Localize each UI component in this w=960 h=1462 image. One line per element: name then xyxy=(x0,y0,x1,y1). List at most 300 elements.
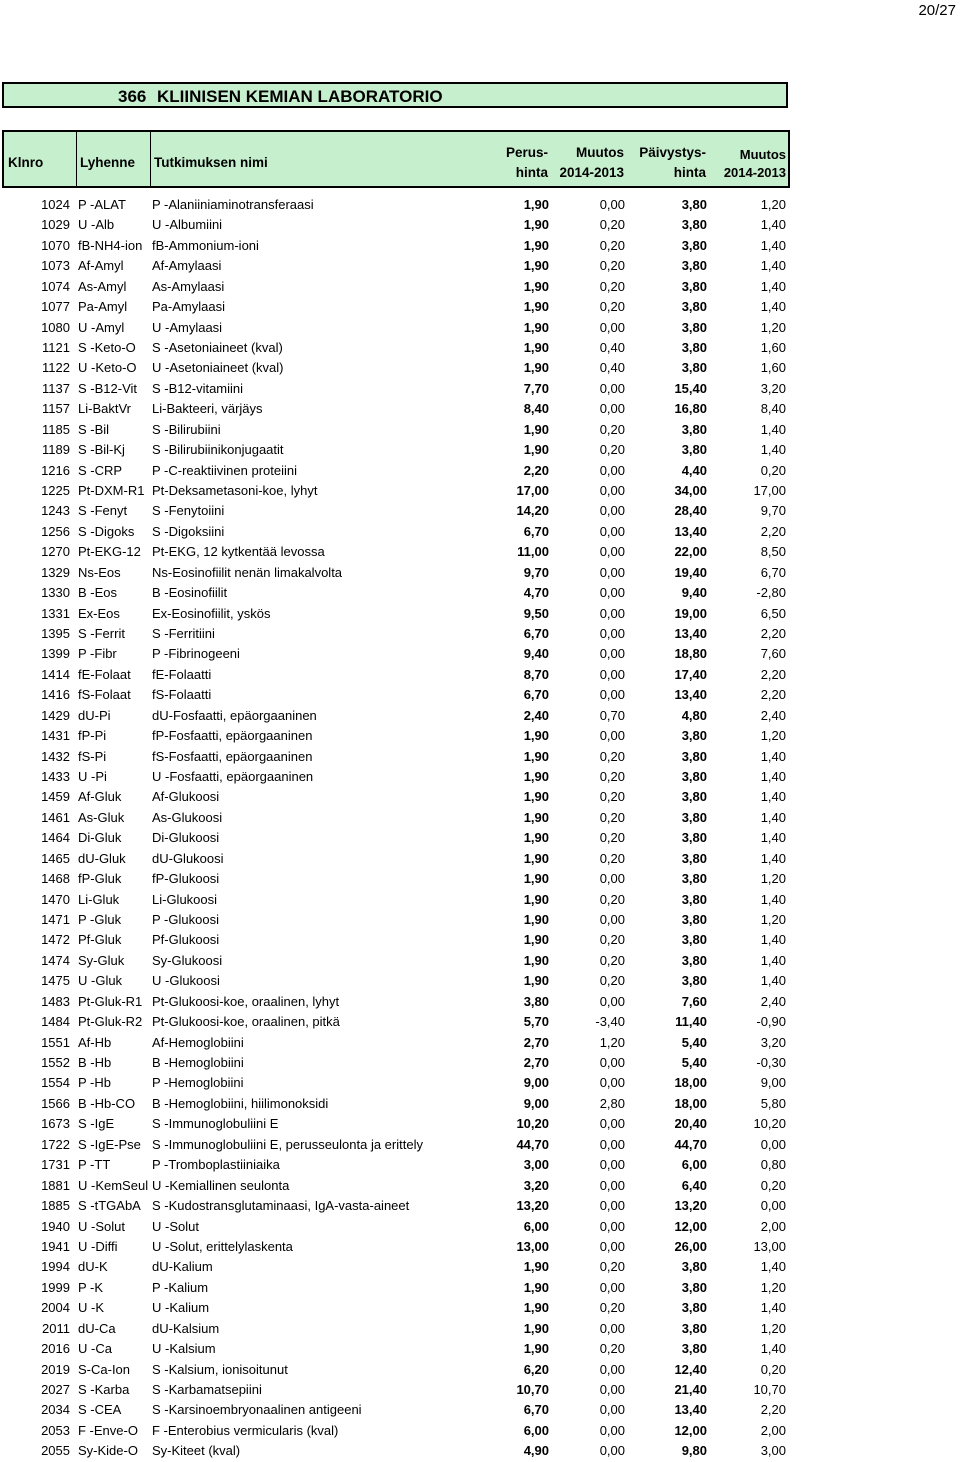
cell-klnro: 1472 xyxy=(41,932,70,948)
cell-paivystyshinta: 3,80 xyxy=(681,360,707,376)
cell-muutos: 2,80 xyxy=(599,1095,625,1111)
cell-paivystyshinta: 15,40 xyxy=(674,380,707,396)
cell-nimi: fB-Ammonium-ioni xyxy=(152,237,259,253)
cell-lyhenne: Sy-Kide-O xyxy=(78,1443,138,1459)
cell-nimi: Pt-Glukoosi-koe, oraalinen, pitkä xyxy=(152,1014,340,1030)
cell-paivystyshinta: 12,00 xyxy=(674,1218,707,1234)
cell-muutos: 0,20 xyxy=(599,1341,625,1357)
table-row xyxy=(0,521,960,541)
table-row xyxy=(0,357,960,377)
cell-muutos: 0,20 xyxy=(599,217,625,233)
cell-nimi: P -Hemoglobiini xyxy=(152,1075,244,1091)
cell-lyhenne: S -Karba xyxy=(78,1381,130,1397)
cell-nimi: As-Amylaasi xyxy=(152,278,225,294)
cell-muutos-paivystys: 1,40 xyxy=(760,850,786,866)
table-row xyxy=(0,337,960,357)
table-row xyxy=(0,378,960,398)
cell-lyhenne: Sy-Gluk xyxy=(78,952,125,968)
cell-nimi: Af-Amylaasi xyxy=(152,258,222,274)
cell-lyhenne: S -CRP xyxy=(78,462,123,478)
table-row xyxy=(0,460,960,480)
cell-paivystyshinta: 3,80 xyxy=(681,217,707,233)
cell-muutos: 0,00 xyxy=(599,871,625,887)
table-row xyxy=(0,1256,960,1276)
cell-lyhenne: Pt-EKG-12 xyxy=(78,544,141,560)
cell-nimi: Ex-Eosinofiilit, yskös xyxy=(152,605,271,621)
cell-lyhenne: S -Bil-Kj xyxy=(78,442,125,458)
cell-perushinta: 2,70 xyxy=(523,1055,549,1071)
cell-klnro: 1459 xyxy=(41,789,70,805)
cell-lyhenne: U -Ca xyxy=(78,1341,112,1357)
cell-perushinta: 10,20 xyxy=(516,1116,549,1132)
cell-muutos-paivystys: 1,40 xyxy=(760,278,786,294)
table-row xyxy=(0,970,960,990)
cell-paivystyshinta: 12,00 xyxy=(674,1422,707,1438)
cell-muutos: 0,00 xyxy=(599,585,625,601)
cell-muutos-paivystys: 1,40 xyxy=(760,258,786,274)
cell-nimi: P -Fibrinogeeni xyxy=(152,646,240,662)
cell-klnro: 1157 xyxy=(42,401,70,417)
cell-muutos: 0,00 xyxy=(599,1055,625,1071)
cell-klnro: 1722 xyxy=(41,1136,70,1152)
cell-nimi: Ns-Eosinofiilit nenän limakalvolta xyxy=(152,564,343,580)
cell-lyhenne: P -K xyxy=(78,1279,104,1295)
cell-perushinta: 1,90 xyxy=(523,319,549,335)
cell-lyhenne: As-Amyl xyxy=(78,278,127,294)
cell-nimi: S -Immunoglobuliini E, perusseulonta ja erittely xyxy=(152,1136,423,1152)
cell-muutos-paivystys: 1,40 xyxy=(760,769,786,785)
table-row xyxy=(0,950,960,970)
cell-muutos: 1,20 xyxy=(599,1034,625,1050)
cell-muutos: 0,00 xyxy=(599,1320,625,1336)
cell-klnro: 1554 xyxy=(41,1075,70,1091)
cell-muutos-paivystys: 6,70 xyxy=(760,564,786,580)
col-muutos1-line1: Muutos xyxy=(576,145,624,160)
table-row xyxy=(0,807,960,827)
table-row xyxy=(0,929,960,949)
cell-lyhenne: F -Enve-O xyxy=(78,1422,138,1438)
cell-muutos-paivystys: 0,00 xyxy=(760,1198,786,1214)
cell-paivystyshinta: 3,80 xyxy=(681,1300,707,1316)
cell-lyhenne: S-Ca-Ion xyxy=(78,1361,131,1377)
cell-perushinta: 1,90 xyxy=(523,1341,549,1357)
table-row xyxy=(0,827,960,847)
cell-lyhenne: B -Eos xyxy=(78,585,118,601)
cell-lyhenne: dU-Pi xyxy=(78,707,111,723)
cell-klnro: 1121 xyxy=(42,340,70,355)
cell-klnro: 1885 xyxy=(41,1198,70,1214)
cell-klnro: 1551 xyxy=(41,1034,70,1050)
cell-klnro: 2019 xyxy=(41,1361,70,1377)
cell-nimi: P -Tromboplastiiniaika xyxy=(152,1157,280,1173)
table-row xyxy=(0,194,960,214)
cell-klnro: 2016 xyxy=(41,1341,70,1357)
cell-lyhenne: dU-K xyxy=(78,1259,108,1275)
cell-paivystyshinta: 22,00 xyxy=(674,544,707,560)
cell-muutos: 0,20 xyxy=(599,973,625,989)
cell-muutos: 0,20 xyxy=(599,952,625,968)
table-row xyxy=(0,398,960,418)
cell-muutos: 0,00 xyxy=(599,380,625,396)
cell-muutos-paivystys: 1,20 xyxy=(760,728,786,744)
cell-paivystyshinta: 28,40 xyxy=(674,503,707,519)
cell-perushinta: 17,00 xyxy=(516,483,549,499)
cell-muutos-paivystys: 2,00 xyxy=(760,1422,786,1438)
table-row xyxy=(0,1011,960,1031)
cell-nimi: Pt-EKG, 12 kytkentää levossa xyxy=(152,544,325,560)
cell-lyhenne: S -Fenyt xyxy=(78,503,128,519)
cell-muutos-paivystys: 1,40 xyxy=(760,1341,786,1357)
cell-klnro: 1329 xyxy=(41,564,70,580)
cell-klnro: 1256 xyxy=(41,523,70,539)
cell-perushinta: 2,70 xyxy=(523,1034,549,1050)
cell-muutos: 0,00 xyxy=(599,728,625,744)
cell-lyhenne: U -KemSeul xyxy=(78,1177,149,1193)
cell-paivystyshinta: 3,80 xyxy=(681,830,707,846)
table-row xyxy=(0,296,960,316)
cell-muutos: 0,00 xyxy=(599,605,625,621)
cell-perushinta: 8,40 xyxy=(523,401,549,417)
cell-muutos: 0,20 xyxy=(599,278,625,294)
cell-muutos-paivystys: 5,80 xyxy=(760,1095,786,1111)
table-row xyxy=(0,848,960,868)
cell-perushinta: 1,90 xyxy=(523,197,549,212)
cell-muutos: 0,00 xyxy=(599,1422,625,1438)
cell-perushinta: 1,90 xyxy=(523,728,549,744)
col-paivystys-line1: Päivystys- xyxy=(639,145,706,160)
cell-perushinta: 14,20 xyxy=(516,503,549,519)
cell-perushinta: 1,90 xyxy=(523,360,549,376)
table-row xyxy=(0,1379,960,1399)
cell-lyhenne: Pt-DXM-R1 xyxy=(78,483,145,499)
cell-perushinta: 1,90 xyxy=(523,421,549,437)
cell-muutos-paivystys: 1,40 xyxy=(760,748,786,764)
cell-nimi: S -Bilirubiinikonjugaatit xyxy=(152,442,284,458)
cell-nimi: fP-Glukoosi xyxy=(152,871,220,887)
table-row xyxy=(0,419,960,439)
cell-lyhenne: Li-BaktVr xyxy=(78,401,131,417)
cell-muutos: 0,20 xyxy=(599,421,625,437)
cell-muutos: 0,00 xyxy=(599,544,625,560)
cell-muutos-paivystys: 1,40 xyxy=(760,1259,786,1275)
cell-lyhenne: fP-Gluk xyxy=(78,871,122,887)
cell-perushinta: 1,90 xyxy=(523,340,549,355)
table-header xyxy=(2,130,790,188)
col-perus-line2: hinta xyxy=(515,165,548,180)
cell-paivystyshinta: 13,20 xyxy=(674,1198,707,1214)
cell-paivystyshinta: 7,60 xyxy=(681,993,707,1009)
cell-muutos-paivystys: 1,20 xyxy=(760,319,786,335)
header-separator xyxy=(76,132,77,186)
cell-muutos: 0,00 xyxy=(599,319,625,335)
cell-nimi: S -Immunoglobuliini E xyxy=(152,1116,279,1132)
table-row xyxy=(0,439,960,459)
table-row xyxy=(0,1318,960,1338)
cell-perushinta: 1,90 xyxy=(523,891,549,907)
table-row xyxy=(0,1032,960,1052)
cell-perushinta: 4,70 xyxy=(523,585,549,601)
table-row xyxy=(0,500,960,520)
cell-klnro: 1999 xyxy=(41,1279,70,1295)
cell-klnro: 1673 xyxy=(41,1116,70,1132)
table-row xyxy=(0,1175,960,1195)
cell-muutos: 0,00 xyxy=(599,1198,625,1214)
cell-perushinta: 1,90 xyxy=(523,973,549,989)
cell-muutos: 0,00 xyxy=(599,1381,625,1397)
cell-muutos-paivystys: 3,20 xyxy=(760,380,786,396)
cell-paivystyshinta: 3,80 xyxy=(681,728,707,744)
cell-perushinta: 7,70 xyxy=(523,380,549,396)
cell-muutos-paivystys: 8,50 xyxy=(760,544,786,560)
cell-nimi: Li-Bakteeri, värjäys xyxy=(152,401,263,417)
table-row xyxy=(0,868,960,888)
cell-muutos-paivystys: 2,20 xyxy=(760,687,786,703)
cell-klnro: 1414 xyxy=(41,666,70,682)
cell-muutos: 0,00 xyxy=(599,1361,625,1377)
cell-klnro: 2034 xyxy=(41,1402,70,1418)
cell-paivystyshinta: 5,40 xyxy=(681,1055,707,1071)
table-row xyxy=(0,1277,960,1297)
cell-muutos-paivystys: 13,00 xyxy=(753,1238,786,1254)
cell-nimi: Pf-Glukoosi xyxy=(152,932,220,948)
cell-muutos-paivystys: 8,40 xyxy=(760,401,786,417)
cell-muutos: 0,00 xyxy=(599,503,625,519)
cell-perushinta: 9,00 xyxy=(523,1095,549,1111)
col-paivystys-line2: hinta xyxy=(673,165,706,180)
cell-muutos-paivystys: 2,20 xyxy=(760,666,786,682)
table-row xyxy=(0,603,960,623)
cell-klnro: 1122 xyxy=(42,360,70,376)
table-row xyxy=(0,255,960,275)
cell-nimi: S -Fenytoiini xyxy=(152,503,225,519)
cell-klnro: 1471 xyxy=(41,912,70,928)
cell-muutos: 0,00 xyxy=(599,1218,625,1234)
cell-muutos-paivystys: 1,20 xyxy=(760,1320,786,1336)
cell-nimi: Pt-Glukoosi-koe, oraalinen, lyhyt xyxy=(152,993,340,1009)
cell-lyhenne: U -Pi xyxy=(78,769,107,785)
cell-klnro: 1465 xyxy=(41,850,70,866)
table-row xyxy=(0,746,960,766)
cell-muutos-paivystys: 2,40 xyxy=(760,993,786,1009)
table-row xyxy=(0,623,960,643)
cell-muutos: 0,00 xyxy=(599,462,625,478)
cell-nimi: U -Solut xyxy=(152,1218,199,1234)
cell-muutos: 0,00 xyxy=(599,626,625,642)
cell-muutos: 0,00 xyxy=(599,1116,625,1132)
cell-muutos-paivystys: 0,20 xyxy=(760,1361,786,1377)
cell-lyhenne: U -Keto-O xyxy=(78,360,137,376)
cell-nimi: dU-Kalsium xyxy=(152,1320,220,1336)
cell-klnro: 1330 xyxy=(41,585,70,601)
cell-perushinta: 1,90 xyxy=(523,1320,549,1336)
cell-nimi: F -Enterobius vermicularis (kval) xyxy=(152,1422,339,1438)
cell-muutos-paivystys: 9,00 xyxy=(760,1075,786,1091)
cell-muutos: 0,00 xyxy=(599,1157,625,1173)
cell-muutos: 0,00 xyxy=(599,646,625,662)
cell-nimi: P -C-reaktiivinen proteiini xyxy=(152,462,297,478)
table-row xyxy=(0,1052,960,1072)
cell-paivystyshinta: 13,40 xyxy=(674,523,707,539)
cell-klnro: 1077 xyxy=(41,299,70,315)
cell-perushinta: 1,90 xyxy=(523,871,549,887)
cell-lyhenne: Pt-Gluk-R1 xyxy=(78,993,143,1009)
cell-perushinta: 1,90 xyxy=(523,442,549,458)
cell-perushinta: 4,90 xyxy=(523,1443,549,1459)
table-row xyxy=(0,1236,960,1256)
table-row xyxy=(0,235,960,255)
cell-nimi: Pt-Deksametasoni-koe, lyhyt xyxy=(152,483,318,499)
cell-muutos-paivystys: 1,40 xyxy=(760,891,786,907)
cell-klnro: 1080 xyxy=(41,319,70,335)
cell-muutos-paivystys: 6,50 xyxy=(760,605,786,621)
cell-paivystyshinta: 4,40 xyxy=(681,462,707,478)
cell-klnro: 1940 xyxy=(41,1218,70,1234)
cell-paivystyshinta: 13,40 xyxy=(674,687,707,703)
cell-paivystyshinta: 44,70 xyxy=(674,1136,707,1152)
cell-muutos: -3,40 xyxy=(595,1014,625,1030)
cell-lyhenne: Af-Amyl xyxy=(78,258,124,274)
cell-lyhenne: fS-Pi xyxy=(78,748,107,764)
cell-muutos: 0,20 xyxy=(599,748,625,764)
cell-nimi: S -Digoksiini xyxy=(152,523,225,539)
cell-muutos-paivystys: 1,40 xyxy=(760,789,786,805)
cell-nimi: Sy-Glukoosi xyxy=(152,952,223,968)
cell-lyhenne: Ns-Eos xyxy=(78,564,121,580)
cell-lyhenne: U -Solut xyxy=(78,1218,125,1234)
cell-paivystyshinta: 3,80 xyxy=(681,769,707,785)
table-row xyxy=(0,1399,960,1419)
table-row xyxy=(0,766,960,786)
cell-perushinta: 1,90 xyxy=(523,217,549,233)
cell-nimi: U -Albumiini xyxy=(152,217,223,233)
cell-muutos-paivystys: 1,40 xyxy=(760,1300,786,1316)
cell-klnro: 1881 xyxy=(41,1177,70,1193)
cell-klnro: 1024 xyxy=(41,197,70,212)
cell-muutos: 0,20 xyxy=(599,1300,625,1316)
cell-nimi: S -Bilirubiini xyxy=(152,421,221,437)
cell-paivystyshinta: 3,80 xyxy=(681,891,707,907)
cell-muutos: 0,00 xyxy=(599,401,625,417)
cell-muutos: 0,00 xyxy=(599,1279,625,1295)
cell-perushinta: 1,90 xyxy=(523,258,549,274)
cell-nimi: U -Solut, erittelylaskenta xyxy=(152,1238,293,1254)
header-separator xyxy=(150,132,151,186)
cell-muutos: 0,00 xyxy=(599,564,625,580)
cell-klnro: 1431 xyxy=(41,728,70,744)
cell-paivystyshinta: 3,80 xyxy=(681,197,707,212)
cell-paivystyshinta: 3,80 xyxy=(681,258,707,274)
col-muutos2-line2: 2014-2013 xyxy=(723,165,786,180)
cell-lyhenne: fS-Folaat xyxy=(78,687,131,703)
cell-paivystyshinta: 3,80 xyxy=(681,442,707,458)
cell-paivystyshinta: 3,80 xyxy=(681,850,707,866)
cell-perushinta: 9,70 xyxy=(523,564,549,580)
cell-perushinta: 1,90 xyxy=(523,850,549,866)
col-perus-line1: Perus- xyxy=(505,145,548,160)
cell-paivystyshinta: 9,40 xyxy=(681,585,707,601)
cell-paivystyshinta: 3,80 xyxy=(681,299,707,315)
cell-muutos-paivystys: 3,20 xyxy=(760,1034,786,1050)
cell-paivystyshinta: 3,80 xyxy=(681,952,707,968)
cell-paivystyshinta: 3,80 xyxy=(681,319,707,335)
cell-lyhenne: U -Amyl xyxy=(78,319,125,335)
cell-lyhenne: S -CEA xyxy=(78,1402,122,1418)
cell-nimi: dU-Glukoosi xyxy=(152,850,224,866)
col-muutos2-line1: Muutos xyxy=(739,147,786,162)
cell-perushinta: 1,90 xyxy=(523,932,549,948)
cell-perushinta: 1,90 xyxy=(523,769,549,785)
cell-paivystyshinta: 3,80 xyxy=(681,1320,707,1336)
cell-muutos: 0,00 xyxy=(599,197,625,212)
cell-paivystyshinta: 3,80 xyxy=(681,973,707,989)
cell-nimi: S -B12-vitamiini xyxy=(152,380,244,396)
cell-lyhenne: U -Gluk xyxy=(78,973,123,989)
cell-perushinta: 6,70 xyxy=(523,1402,549,1418)
cell-klnro: 1073 xyxy=(41,258,70,274)
cell-muutos-paivystys: 3,00 xyxy=(760,1443,786,1459)
cell-klnro: 1070 xyxy=(41,237,70,253)
cell-perushinta: 6,70 xyxy=(523,687,549,703)
col-klnro: Klnro xyxy=(8,155,44,170)
cell-paivystyshinta: 6,00 xyxy=(681,1157,707,1173)
cell-paivystyshinta: 9,80 xyxy=(681,1443,707,1459)
table-row xyxy=(0,562,960,582)
cell-muutos-paivystys: 1,40 xyxy=(760,421,786,437)
cell-paivystyshinta: 3,80 xyxy=(681,1259,707,1275)
cell-lyhenne: fE-Folaat xyxy=(78,666,131,682)
cell-nimi: U -Asetoniaineet (kval) xyxy=(152,360,284,376)
cell-muutos-paivystys: 1,60 xyxy=(760,360,786,376)
cell-klnro: 1484 xyxy=(41,1014,70,1030)
cell-nimi: dU-Fosfaatti, epäorgaaninen xyxy=(152,707,317,723)
cell-muutos: 0,20 xyxy=(599,237,625,253)
cell-muutos-paivystys: 2,00 xyxy=(760,1218,786,1234)
cell-perushinta: 1,90 xyxy=(523,237,549,253)
page-number: 20/27 xyxy=(918,2,956,19)
cell-muutos: 0,20 xyxy=(599,789,625,805)
cell-muutos: 0,20 xyxy=(599,850,625,866)
cell-muutos: 0,20 xyxy=(599,769,625,785)
cell-paivystyshinta: 3,80 xyxy=(681,1279,707,1295)
cell-muutos-paivystys: 1,20 xyxy=(760,871,786,887)
cell-klnro: 1270 xyxy=(41,544,70,560)
cell-paivystyshinta: 18,00 xyxy=(674,1095,707,1111)
table-row xyxy=(0,480,960,500)
cell-klnro: 1216 xyxy=(41,462,70,478)
cell-muutos-paivystys: -2,80 xyxy=(756,585,786,601)
table-row xyxy=(0,582,960,602)
table-row xyxy=(0,1440,960,1460)
cell-klnro: 1994 xyxy=(41,1259,70,1275)
cell-nimi: S -Kudostransglutaminaasi, IgA-vasta-aineet xyxy=(152,1198,410,1214)
cell-nimi: U -Amylaasi xyxy=(152,319,223,335)
cell-perushinta: 1,90 xyxy=(523,912,549,928)
cell-klnro: 1137 xyxy=(42,380,70,396)
cell-lyhenne: U -Alb xyxy=(78,217,115,233)
cell-perushinta: 1,90 xyxy=(523,809,549,825)
col-nimi: Tutkimuksen nimi xyxy=(154,155,268,170)
cell-muutos-paivystys: 1,20 xyxy=(760,1279,786,1295)
cell-perushinta: 3,80 xyxy=(523,993,549,1009)
cell-muutos-paivystys: 0,80 xyxy=(760,1157,786,1173)
table-row xyxy=(0,317,960,337)
table-row xyxy=(0,889,960,909)
cell-muutos: 0,00 xyxy=(599,1402,625,1418)
cell-nimi: fP-Fosfaatti, epäorgaaninen xyxy=(152,728,313,744)
cell-muutos: 0,00 xyxy=(599,1136,625,1152)
cell-lyhenne: S -Ferrit xyxy=(78,626,125,642)
cell-muutos-paivystys: 2,20 xyxy=(760,626,786,642)
